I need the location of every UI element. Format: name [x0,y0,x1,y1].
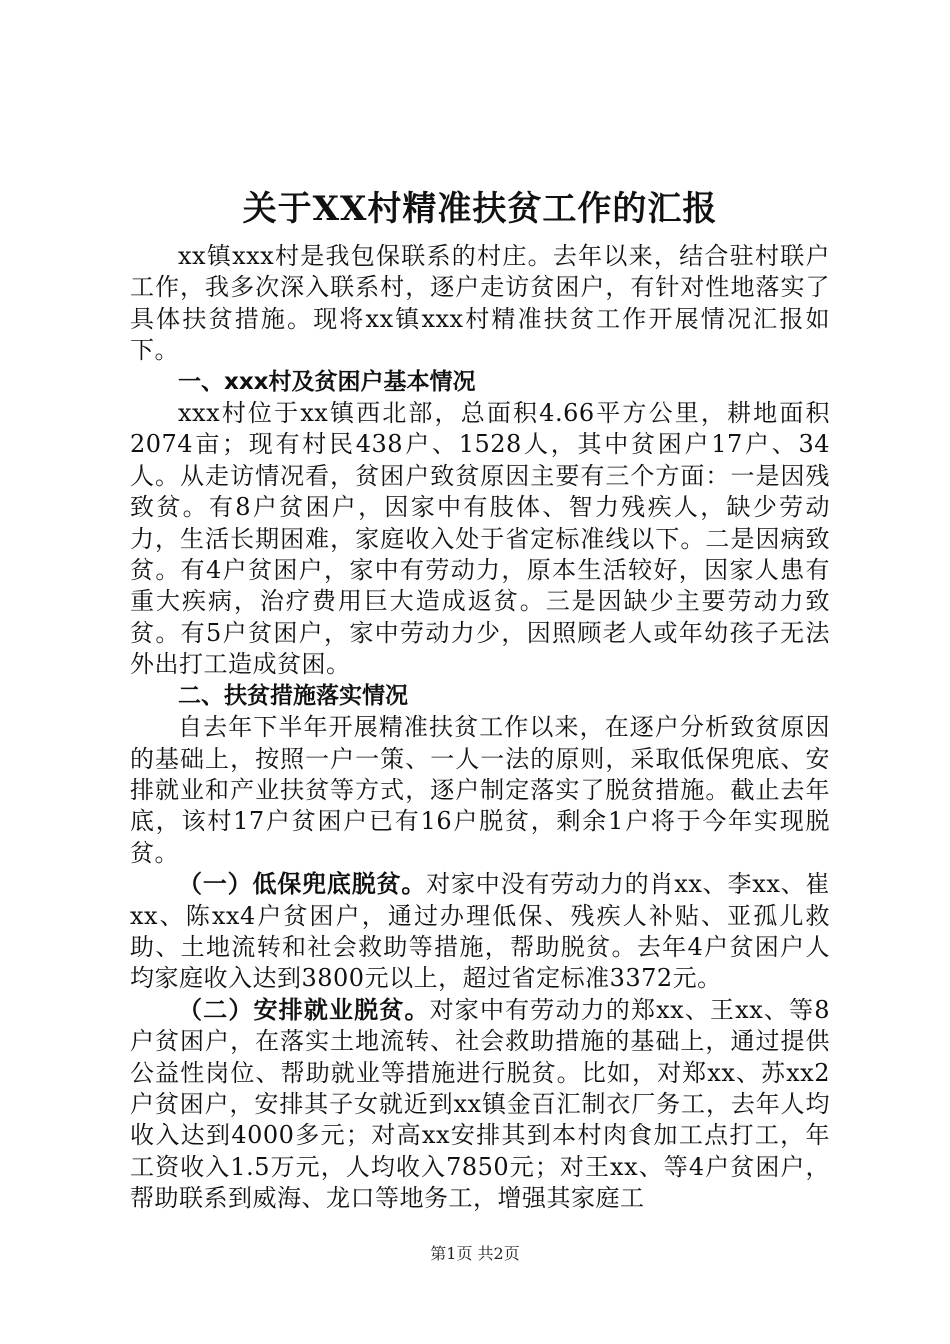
subsection-1-paragraph [130,869,830,995]
section-2-heading: 二、扶贫措施落实情况 [178,682,408,709]
subsection-1-heading: （一）低保兜底脱贫。 [178,870,427,899]
section-2-paragraph: 自去年下半年开展精准扶贫工作以来，在逐户分析致贫原因的基础上，按照一户一策、一人一法的原则，采取低保兜底、安排就业和产业扶贫等方式，逐户制定落实了脱贫措施。截止去年底，该村17户贫困户已有16户脱贫，剩余1户将于今年实现脱贫。 [130,713,830,867]
subsection-2-heading: （二）安排就业脱贫。 [178,995,430,1024]
document-title: 关于XX村精准扶贫工作的汇报 [242,189,718,229]
intro-paragraph: xx镇xxx村是我包保联系的村庄。去年以来，结合驻村联户工作，我多次深入联系村，逐户走访贫困户，有针对性地落实了具体扶贫措施。现将xx镇xxx村精准扶贫工作开展情况汇报如下。 [130,242,830,365]
subsection-2-paragraph [130,995,830,1215]
section-1-heading: 一、xxx村及贫困户基本情况 [178,368,476,395]
document-body [130,183,830,1215]
subsection-2-text: 对家中有劳动力的郑xx、王xx、等8户贫困户，在落实土地流转、社会救助措施的基础上，通过提供公益性岗位、帮助就业等措施进行脱贫。比如，对郑xx、苏xx2户贫困户，安排其子女就近到xx镇金百汇制衣厂务工，去年人均收入达到4000多元；对高xx安排其到本村肉食加工点打工，年工资收入1.5万元，人均收入7850元；对王xx、等4户贫困户，帮助联系到威海、龙口等地务工，增强其家庭工 [130,995,830,1213]
page-footer: 第1页 共2页 [430,1244,520,1263]
subsection-1-text: 对家中没有劳动力的肖xx、李xx、崔xx、陈xx4户贫困户，通过办理低保、残疾人补贴、亚孤儿救助、土地流转和社会救助等措施，帮助脱贫。去年4户贫困户人均家庭收入达到3800元以上，超过省定标准3372元。 [130,870,831,993]
section-1-paragraph: xxx村位于xx镇西北部，总面积4.66平方公里，耕地面积2074亩；现有村民438户、1528人，其中贫困户17户、34人。从走访情况看，贫困户致贫原因主要有三个方面：一是因残致贫。有8户贫困户，因家中有肢体、智力残疾人，缺少劳动力，生活长期困难，家庭收入处于省定标准线以下。二是因病致贫。有4户贫困户，家中有劳动力，原本生活较好，因家人患有重大疾病，治疗费用巨大造成返贫。三是因缺少主要劳动力致贫。有5户贫困户，家中劳动力少，因照顾老人或年幼孩子无法外出打工造成贫困。 [130,399,830,679]
